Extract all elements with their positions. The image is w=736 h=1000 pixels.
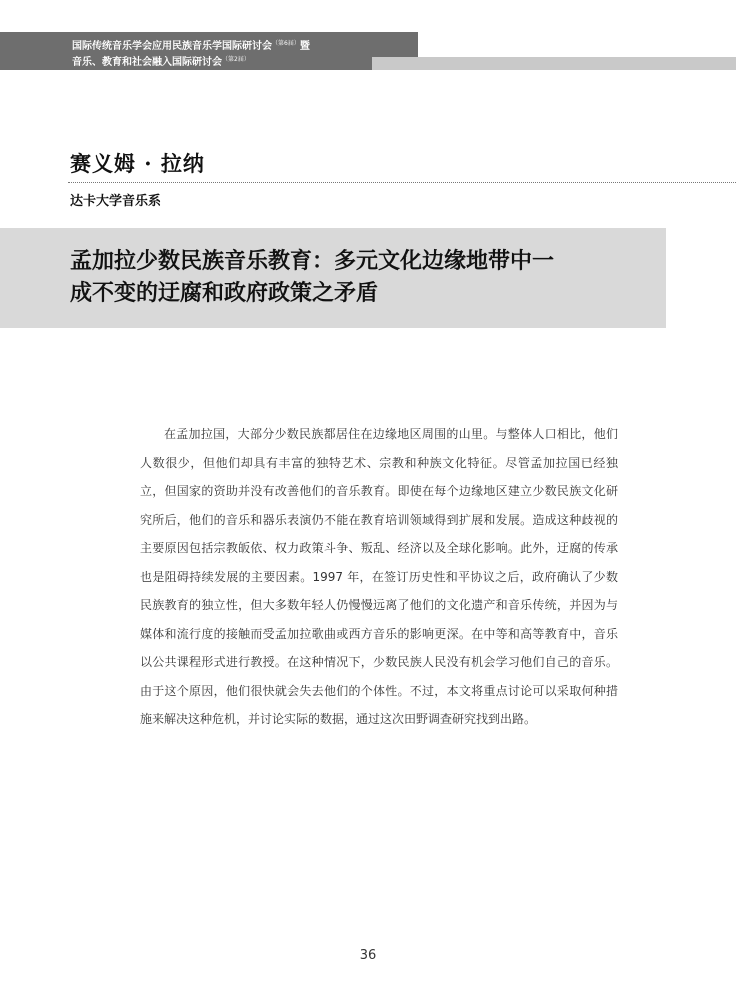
running-header [0,32,418,70]
article-title-line2: 成不变的迂腐和政府政策之矛盾 [70,280,379,306]
edition-note: （第2届） [222,56,250,63]
author-name: 赛义姆 · 拉纳 [70,151,205,176]
author-divider [68,182,736,183]
abstract-paragraph: 在孟加拉国，大部分少数民族都居住在边缘地区周围的山里。与整体人口相比，他们人数很少，但他们却具有丰富的独特艺术、宗教和种族文化特征。尽管孟加拉国已经独立，但国家的资助并没有改善他们的音乐教育。即使在每个边缘地区建立少数民族文化研究所后，他们的音乐和器乐表演仍不能在教育培训领域得到扩展和发展。造成这种歧视的主要原因包括宗教皈依、权力政策斗争、叛乱、经济以及全球化影响。此外，迂腐的传承也是阻碍持续发展的主要因素。1997 年，在签订历史性和平协议之后，政府确认了少数民族教育的独立性，但大多数年轻人仍慢慢远离了他们的文化遗产和音乐传统，并因为与媒体和流行度的接触而受孟加拉歌曲或西方音乐的影响更深。在中等和高等教育中，音乐以公共课程形式进行教授。在这种情况下，少数民族人民没有机会学习他们自己的音乐。由于这个原因，他们很快就会失去他们的个体性。不过，本文将重点讨论可以采取何种措施来解决这种危机，并讨论实际的数据，通过这次田野调查研究找到出路。 [140,427,618,726]
edition-note: （第6届） [272,40,300,47]
header-decorative-strip [372,57,736,70]
running-header-line1: 国际传统音乐学会应用民族音乐学国际研讨会$^{(第6届)}$暨 [72,40,310,52]
page-number: 36 [359,948,377,963]
author-affiliation: 达卡大学音乐系 [70,194,162,209]
running-header-line2: 音乐、教育和社会融入国际研讨会$^{(第2届)}$ [72,56,250,68]
article-title-line1: 孟加拉少数民族音乐教育：多元文化边缘地带中一 [70,248,555,274]
article-title-box [0,228,666,328]
